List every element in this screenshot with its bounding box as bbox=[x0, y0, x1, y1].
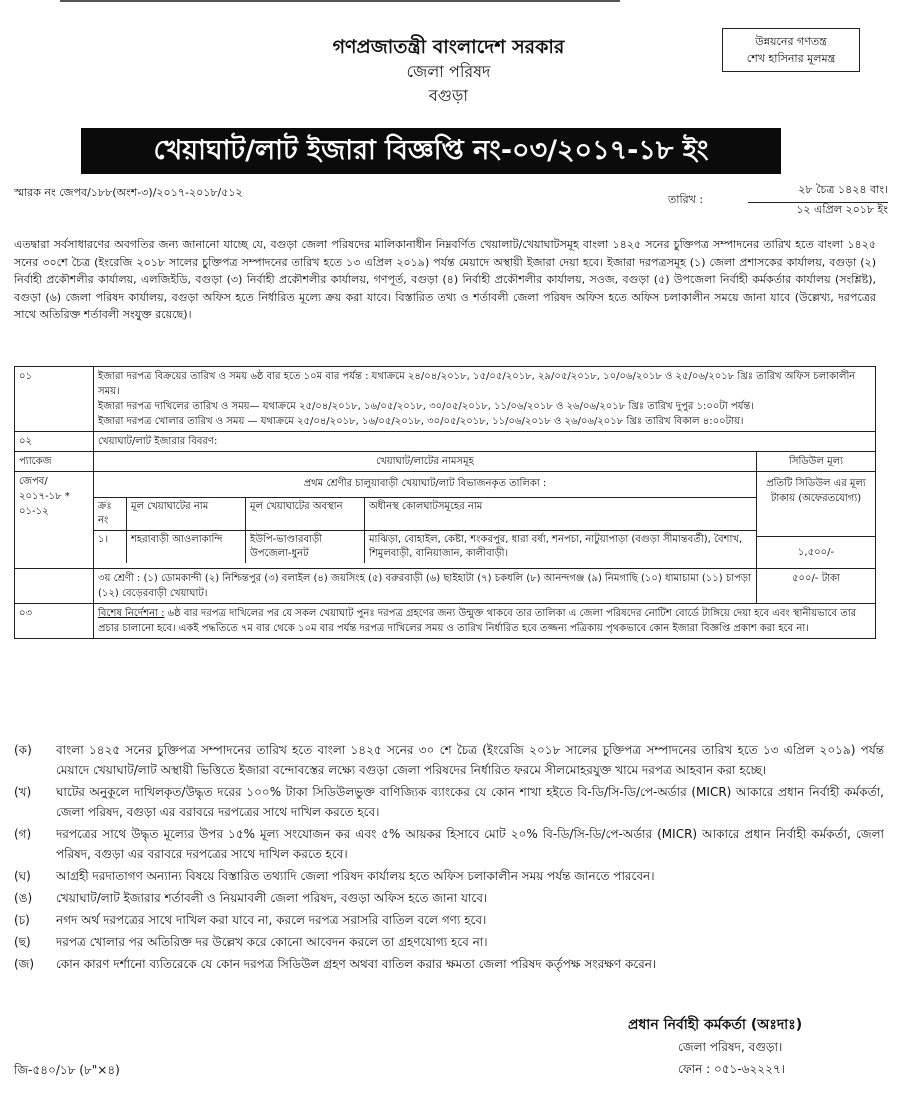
row-sub-ghats: মাঝিড়া, বোহাইল, কেষ্টা, শংকরপুর, ধারা বর্ষা, শনপচা, নাটুয়াপাড়া (বগুড়া সীমান্তবর্তী), বৈশাখ, শিমুলবাড়ী, বানিয়াজান, কালীবাড়ী। bbox=[365, 531, 757, 564]
table-row bbox=[94, 531, 756, 564]
list-item bbox=[14, 888, 884, 908]
clause-key: (জ) bbox=[14, 957, 35, 971]
row-main-ghat: শহরাবাড়ী আওলাকান্দি bbox=[127, 531, 246, 564]
date-english: ১২ এপ্রিল ২০১৮ ইং bbox=[796, 203, 888, 216]
row-number: ০২ bbox=[15, 432, 94, 452]
description-heading: খেয়াঘাট/লাট ইজারার বিবরণ: bbox=[94, 432, 876, 452]
first-class-price: ১,৫০০/- bbox=[757, 536, 875, 568]
table-row bbox=[15, 432, 876, 452]
list-item bbox=[14, 910, 884, 930]
memo-number: স্মারক নং জেপব/১৮৮(অংশ-৩)/২০১৭-২০১৮/৫১২ bbox=[14, 186, 243, 199]
clause-key: (ছ) bbox=[14, 935, 31, 949]
row-location: ইউপি-ভাণ্ডারবাড়ী উপজেলা-ধুনট bbox=[246, 531, 365, 564]
table-row bbox=[15, 452, 876, 472]
clause-key: (চ) bbox=[14, 913, 30, 927]
date-bangla: ২৮ চৈত্র ১৪২৪ বাং। bbox=[748, 181, 888, 203]
row-number: ০১ bbox=[15, 367, 94, 432]
notice-title-banner: খেয়াঘাট/লাট ইজারা বিজ্ঞপ্তি নং-০৩/২০১৭-১৮ ইং bbox=[81, 128, 781, 174]
names-header: খেয়াঘাট/লাটের নামসমূহ bbox=[94, 452, 757, 472]
top-cut-edge bbox=[60, 0, 620, 6]
signatory-phone: ফোন : ০৫১-৬২২২৭। bbox=[678, 1062, 785, 1076]
conditions-list bbox=[14, 740, 884, 976]
clause-text: আগ্রহী দরদাতাগণ অন্যান্য বিষয়ে বিস্তারিত তথ্যাদি জেলা পরিষদ কার্যালয় হতে অফিস চলাকালীন সময় পর্যন্ত জানতে পারবেন। bbox=[56, 869, 655, 883]
table-row bbox=[94, 498, 756, 531]
print-reference: জি-৫৪০/১৮ (৮"×৪) bbox=[14, 1063, 120, 1077]
clause-text: নগদ অর্থ দরপত্রের সাথে দাখিল করা যাবে না, করলে দরপত্র সরাসরি বাতিল বলে গণ্য হবে। bbox=[56, 913, 487, 927]
intro-paragraph: এতদ্বারা সর্বসাধারণের অবগতির জন্য জানানো যাচ্ছে যে, বগুড়া জেলা পরিষদের মালিকানাধীন নিম্নবর্ণিত খেয়ালাট/খেয়াঘাটসমূহ বাংলা ১৪২৫ সনের চুক্তিপত্র সম্পাদনের তারিখ হতে বাংলা ১৪২৫ সনের ৩০শে চৈত্র (ইংরেজি ২০১৮ সালের চুক্তিপত্র সম্পাদনের তারিখ হতে ১৩ এপ্রিল ২০১৯) পর্যন্ত মেয়াদে অস্থায়ী ইজারা দেয়া হবে। ইজারা দরপত্রসমূহ (১) জেলা প্রশাসকের কার্যালয়, বগুড়া (২) নির্বাহী প্রকৌশলীর কার্যালয়, এলজিইডি, বগুড়া (৩) নির্বাহী প্রকৌশলীর কার্যালয়, গণপূর্ত, বগুড়া (৪) নির্বাহী প্রকৌশলীর কার্যালয়, সওজ, বগুড়া (৫) উপজেলা নির্বাহী কর্মকর্তার কার্যালয় (সংশ্লিষ্ট), বগুড়া (৬) জেলা পরিষদ কার্যালয়, বগুড়া অফিস হতে নির্ধারিত মূল্যে ক্রয় করা যাবে। বিস্তারিত তথ্য ও শর্তাবলী জেলা পরিষদ অফিস হতে অফিস চলাকালীন সময়ে জানা যাবে (উল্লেখ্য, দরপত্রের সাথে অতিরিক্ত শর্তাবলী সংযুক্ত রয়েছে)। bbox=[14, 238, 876, 321]
clause-text: দরপত্র খোলার পর অতিরিক্ত দর উল্লেখ করে কোনো আবেদন করলে তা গ্রহণযোগ্য হবে না। bbox=[56, 935, 488, 949]
first-class-heading: প্রথম শ্রেণীর চালুয়াবাড়ী খেয়াঘাট/লাট বিভাজনকৃত তালিকা : bbox=[303, 478, 547, 489]
price-header: সিডিউল মূল্য bbox=[757, 452, 876, 472]
special-instruction-text: ৬ষ্ঠ বার দরপত্র দাখিলের পর যে সকল খেয়াঘাট পুনঃ দরপত্র গ্রহণের জন্য উন্মুক্ত থাকবে তার তালিকা এ জেলা পরিষদের নোটিশ বোর্ডে টাঙ্গিয়ে দেয়া হবে এবং স্থানীয়ভাবে তার প্রচার চালানো হবে। একই পদ্ধতিতে ৭ম বার থেকে ১০ম বার পর্যন্ত দরপত্র দাখিলের সময় ও তারিখ নির্ধারিত হবে তজ্জন্য পত্রিকায় পৃথকভাবে কোন ইজারা বিজ্ঞপ্তি প্রকাশ করা হবে না। bbox=[98, 608, 857, 634]
list-item bbox=[14, 954, 884, 974]
main-ghat-header: মূল খেয়াঘাটের নাম bbox=[127, 498, 246, 531]
location-header: মূল খেয়াঘাটের অবস্থান bbox=[246, 498, 365, 531]
ferry-list-cell bbox=[94, 472, 757, 569]
sub-ghat-header: অধীনস্থ কোলঘাটসমূহের নাম bbox=[365, 498, 757, 531]
table-row bbox=[15, 472, 876, 569]
clause-key: (ক) bbox=[14, 743, 32, 757]
schedule-cell bbox=[94, 367, 876, 432]
signature-block bbox=[628, 1014, 888, 1080]
government-title: গণপ্রজাতন্ত্রী বাংলাদেশ সরকার bbox=[332, 36, 565, 58]
clause-key: (ঘ) bbox=[14, 869, 31, 883]
clause-key: (ঙ) bbox=[14, 891, 33, 905]
table-row bbox=[15, 569, 876, 604]
table-row bbox=[15, 604, 876, 639]
signatory-office: জেলা পরিষদ, বগুড়া। bbox=[678, 1040, 783, 1054]
serial-header: ক্রঃ নং bbox=[94, 498, 127, 531]
clause-text: খেয়াঘাট/লাট ইজারার শর্তাবলী ও নিয়মাবলী জেলা পরিষদ, বগুড়া অফিস হতে জানা যাবে। bbox=[56, 891, 488, 905]
row-serial: ১। bbox=[94, 531, 127, 564]
list-item bbox=[14, 932, 884, 952]
clause-text: কোন কারণ দর্শানো ব্যতিরেকে যে কোন দরপত্র সিডিউল গ্রহণ অথবা বাতিল করার ক্ষমতা জেলা পরিষদ কর্তৃপক্ষ সংরক্ষণ করেন। bbox=[56, 957, 657, 971]
signatory-title: প্রধান নির্বাহী কর্মকর্তা (অঃদাঃ) bbox=[628, 1017, 803, 1033]
package-code: জেপব/ ২০১৭-১৮ * ০১-১২ bbox=[15, 472, 94, 569]
list-item bbox=[14, 782, 884, 822]
slogan-line-2: শেখ হাসিনার মূলমন্ত্র bbox=[746, 52, 836, 65]
empty-cell bbox=[15, 569, 94, 604]
package-header: প্যাকেজ bbox=[15, 452, 94, 472]
clause-text: বাংলা ১৪২৫ সনের চুক্তিপত্র সম্পাদনের তারিখ হতে বাংলা ১৪২৫ সনের ৩০ শে চৈত্র (ইংরেজি ২০১৮ সালের চুক্তিপত্র সম্পাদনের তারিখ হতে ১৩ এপ্রিল ২০১৯) পর্যন্ত মেয়াদে খেয়াঘাট/লাট অস্থায়ী ভিত্তিতে ইজারা বন্দোবস্তের লক্ষ্যে বগুড়া জেলা পরিষদের নির্ধারিত ফরমে সীলমোহরযুক্ত খামে দরপত্র আহবান করা হচ্ছে। bbox=[56, 743, 884, 777]
sale-schedule: ইজারা দরপত্র বিক্রয়ের তারিখ ও সময় ৬ষ্ঠ বার হতে ১০ম বার পর্যন্ত : যথাক্রমে ২৪/০৪/২০১৮, ১৫/০৫/২০১৮, ২৯/০৫/২০১৮, ১০/০৬/২০১৮ ও ২৫/০৬/২০১৮ খ্রিঃ তারিখ অফিস চলাকালীন সময়। bbox=[98, 371, 856, 397]
special-instruction-label: বিশেষ নির্দেশনা : bbox=[98, 608, 165, 619]
row-number: ০৩ bbox=[15, 604, 94, 639]
clause-key: (গ) bbox=[14, 827, 32, 841]
slogan-line-1: উন্নয়নের গণতন্ত্র bbox=[755, 35, 827, 48]
date-label: তারিখ : bbox=[668, 193, 704, 206]
list-item bbox=[14, 740, 884, 780]
ferry-inner-table bbox=[94, 497, 756, 563]
third-class-list: ৩য় শ্রেণী : (১) ডোমকান্দী (২) নিশ্চিন্তপুর (৩) বলাইল (৪) জয়সিংহ (৫) বরুরবাড়ী (৬) ছাইহাটা (৭) চকধলি (৮) আনন্দগঞ্জ (৯) নিমগাছি (১০) ধামাচামা (১১) চাপড়া (১২) বেড়েরবাড়ী খেয়াঘাট। bbox=[94, 569, 757, 604]
table-row bbox=[15, 367, 876, 432]
submission-schedule: ইজারা দরপত্র দাখিলের তারিখ ও সময়— যথাক্রমে ২৫/০৪/২০১৮, ১৬/০৫/২০১৮, ৩০/০৫/২০১৮, ১১/০৬/২০১৮ ও ২৬/০৬/২০১৮ খ্রিঃ তারিখ দুপুর ১:০০টা পর্যন্ত। bbox=[98, 401, 754, 412]
details-table bbox=[14, 366, 876, 639]
special-instruction bbox=[94, 604, 876, 639]
office-name: জেলা পরিষদ bbox=[406, 62, 491, 81]
slogan-box bbox=[722, 28, 860, 72]
opening-schedule: ইজারা দরপত্র খোলার তারিখ ও সময় — যথাক্রমে ২৫/০৪/২০১৮, ১৬/০৫/২০১৮, ৩০/০৫/২০১৮, ১১/০৬/২০১৮ ও ২৬/০৬/২০১৮ খ্রিঃ তারিখ বিকাল ৪:০০টায়। bbox=[98, 416, 744, 427]
district-name: বগুড়া bbox=[428, 86, 469, 105]
list-item bbox=[14, 824, 884, 864]
clause-text: ঘাটের অনুকূলে দাখিলকৃত/উদ্ধৃত দরের ১০০% টাকা সিডিউলভুক্ত বাণিজ্যিক ব্যাংকের যে কোন শাখা হইতে বি-ডি/সি-ডি/পে-অর্ডার (MICR) আকারে প্রধান নির্বাহী কর্মকর্তা, জেলা পরিষদ, বগুড়া এর বরাবরে দরপত্রের সাথে দাখিল করতে হবে। bbox=[56, 785, 884, 819]
price-cell bbox=[757, 472, 876, 569]
clause-text: দরপত্রের সাথে উদ্ধৃত মূল্যের উপর ১৫% মূল্য সংযোজন কর এবং ৫% আয়কর হিসাবে মোট ২০% বি-ডি/সি-ডি/পে-অর্ডার (MICR) আকারে প্রধান নির্বাহী কর্মকর্তা, জেলা পরিষদ, বগুড়া এর বরাবরে দরপত্রের সাথে দাখিল করতে হবে। bbox=[56, 827, 884, 861]
list-item bbox=[14, 866, 884, 886]
price-note: প্রতিটি সিডিউল এর মূল্য টাকায় (অফেরতযোগ্য) bbox=[766, 478, 866, 504]
clause-key: (খ) bbox=[14, 785, 32, 799]
third-class-price: ৫০০/- টাকা bbox=[757, 569, 876, 604]
